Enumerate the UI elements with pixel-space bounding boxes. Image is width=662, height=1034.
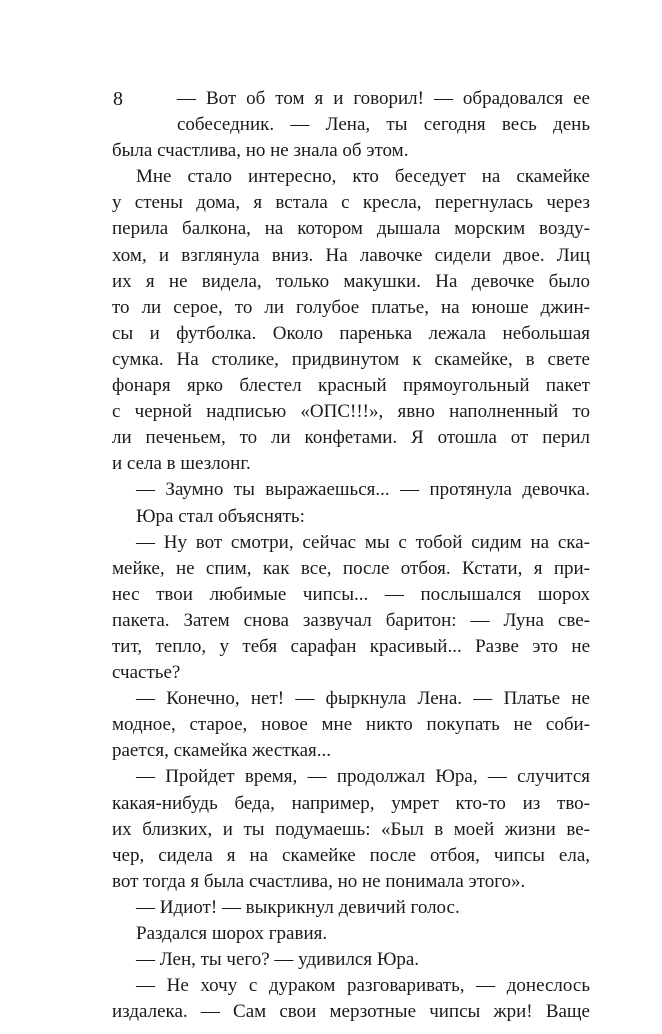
text-line: то ли серое, то ли голубое платье, на юноше джин- [112, 296, 590, 318]
text-line: издалека. — Сам свои мерзотные чипсы жри! Ваще [112, 1001, 590, 1023]
text-line: — Пройдет время, — продолжал Юра, — случится [136, 766, 590, 788]
text-line: у стены дома, я встала с кресла, перегнулась через [112, 192, 590, 214]
text-line: чер, сидела я на скамейке после отбоя, чипсы ела, [112, 844, 590, 866]
text-line: счастье? [112, 662, 181, 684]
text-line: мейке, не спим, как все, после отбоя. Кстати, я при- [112, 557, 590, 579]
text-line: сумка. На столике, придвинутом к скамейке, в свете [112, 348, 590, 370]
text-line: — Идиот! — выкрикнул девичий голос. [136, 896, 460, 918]
text-line: — Лен, ты чего? — удивился Юра. [136, 949, 420, 971]
text-line: — Заумно ты выражаешься... — протянула девочка. [136, 479, 590, 501]
text-line: пакета. Затем снова зазвучал баритон: — Луна све- [112, 609, 590, 631]
text-line: и села в шезлонг. [112, 453, 251, 475]
text-line: — Ну вот смотри, сейчас мы с тобой сидим на ска- [136, 531, 590, 553]
page-number: 8 [113, 88, 123, 110]
text-line: Юра стал объяснять: [136, 505, 305, 527]
text-line: фонаря ярко блестел красный прямоугольный пакет [112, 375, 590, 397]
text-line: какая-нибудь беда, например, умрет кто-то из тво- [112, 792, 590, 814]
text-line: модное, старое, новое мне никто покупать не соби- [112, 714, 590, 736]
text-line: вот тогда я была счастлива, но не понимала этого». [112, 870, 526, 892]
text-line: рается, скамейка жесткая... [112, 740, 332, 762]
text-line: ли печеньем, то ли конфетами. Я отошла от перил [112, 427, 590, 449]
text-line: — Не хочу с дураком разговаривать, — донеслось [136, 975, 590, 997]
text-line: — Вот об том я и говорил! — обрадовался ее [177, 88, 590, 109]
text-line: Раздался шорох гравия. [136, 923, 328, 944]
text-line: их я не видела, только макушки. На девочке было [112, 270, 590, 292]
text-line: Мне стало интересно, кто беседует на скамейке [136, 166, 590, 188]
text-line: — Конечно, нет! — фыркнула Лена. — Платье не [136, 688, 590, 710]
text-line: с черной надписью «ОПС!!!», явно наполненный то [112, 401, 590, 423]
text-line: хом, и взглянула вниз. На лавочке сидели двое. Лиц [112, 244, 590, 266]
text-line: собеседник. — Лена, ты сегодня весь день [177, 114, 590, 136]
text-line: тит, тепло, у тебя сарафан красивый... Разве это не [112, 635, 590, 657]
body-text [112, 86, 590, 1025]
text-line: их близких, и ты подумаешь: «Был в моей жизни ве- [112, 818, 590, 840]
text-line: сы и футболка. Около паренька лежала небольшая [112, 322, 590, 344]
text-line: перила балкона, на котором дышала морским возду- [112, 218, 590, 240]
text-line: нес твои любимые чипсы... — послышался шорох [112, 583, 590, 605]
text-line: была счастлива, но не знала об этом. [112, 140, 409, 162]
